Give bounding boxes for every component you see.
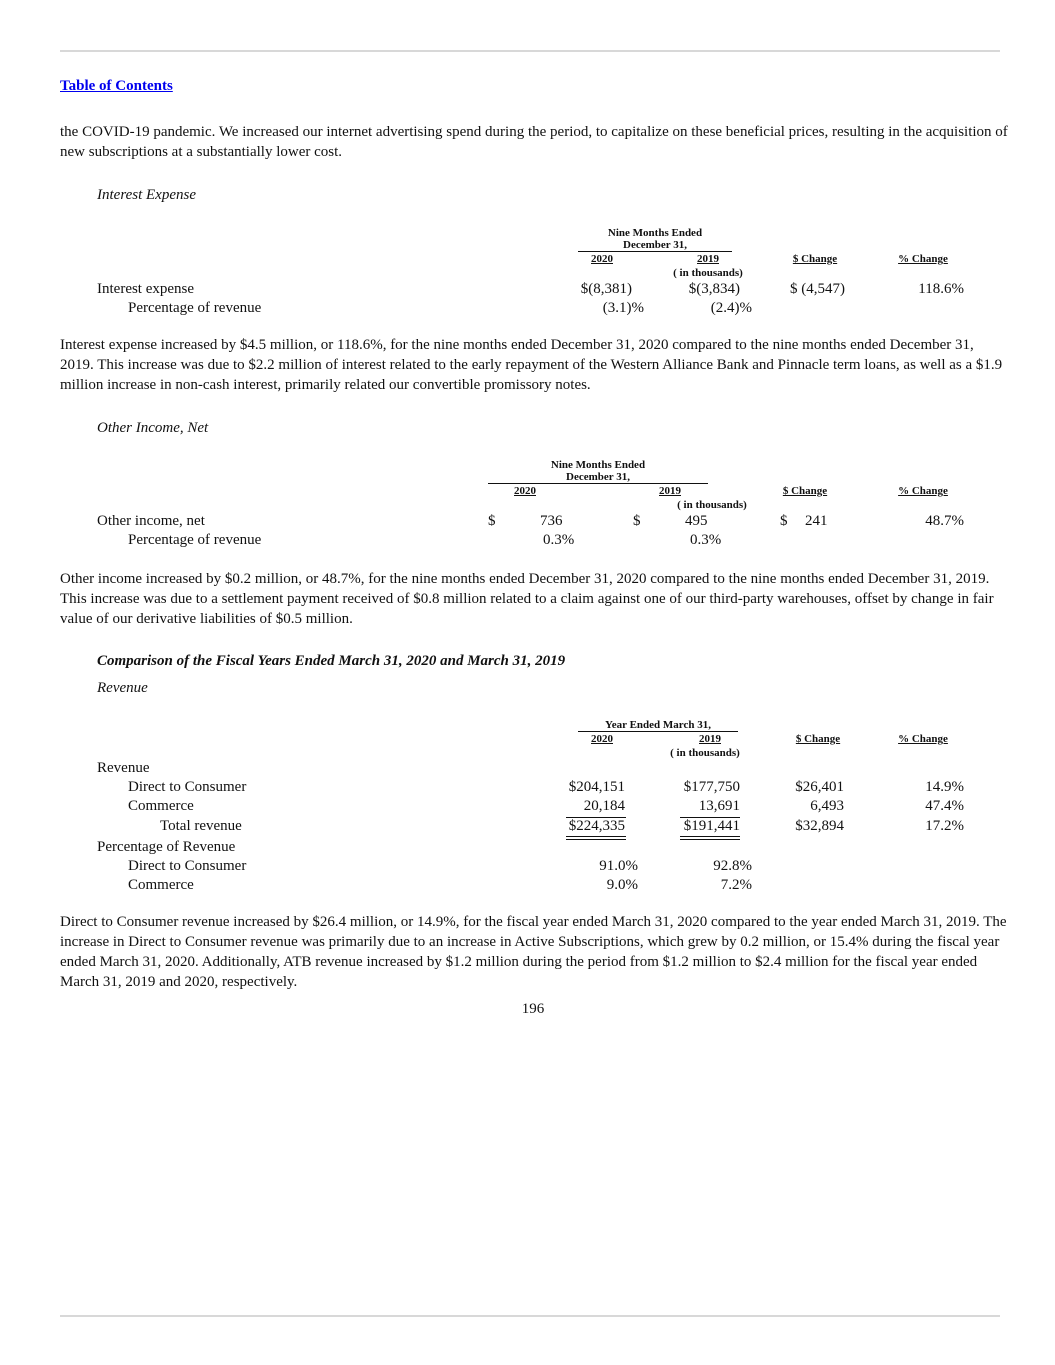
other-row1-2020: 736 [540,513,563,529]
other-period-label-2: December 31, [566,471,630,483]
interest-row1-2019: $(3,834) [688,281,740,297]
other-col-change: $ Change [782,485,828,497]
fiscal-dtc-change: $26,401 [795,779,844,795]
interest-col-change: $ Change [792,253,838,265]
fiscal-col-change: $ Change [795,733,841,745]
fiscal-dtc-2020: $204,151 [568,779,625,795]
fiscal-revenue-label: Revenue [97,760,150,776]
interest-row1-2020: $(8,381) [580,281,632,297]
interest-period-label-1: Nine Months Ended [607,227,703,239]
fiscal-col-2019: 2019 [699,733,721,745]
page-number: 196 [521,1001,545,1017]
other-col-2019: 2019 [659,485,681,497]
fiscal-units: ( in thousands) [670,747,740,759]
fiscal-dtc-pct: 14.9% [925,779,964,795]
other-row2-2020: 0.3% [543,532,575,548]
fiscal-total-pct: 17.2% [925,818,964,834]
top-divider [60,50,1000,52]
other-row1-label: Other income, net [97,513,205,529]
other-col-2020: 2020 [514,485,536,497]
fiscal-pct-dtc-label: Direct to Consumer [128,858,247,874]
fiscal-commerce-2019: 13,691 [698,798,740,814]
interest-expense-heading: Interest Expense [97,187,196,203]
fiscal-total-2019: $191,441 [683,818,740,834]
other-col-pct: % Change [898,485,948,497]
fiscal-revenue-heading: Revenue [97,680,148,696]
table-of-contents-link[interactable]: Table of Contents [60,78,173,94]
bottom-divider [60,1315,1000,1317]
other-row1-pct: 48.7% [925,513,964,529]
interest-row2-2019: (2.4)% [710,300,752,316]
fiscal-col-pct: % Change [898,733,948,745]
intro-paragraph: the COVID-19 pandemic. We increased our internet advertising spend during the period, to capitalize on these beneficial prices, resulting in the acquisition of new subscriptions at a substantially lower cost. [60,124,1008,160]
fiscal-period-underline [578,731,738,732]
fiscal-pct-commerce-label: Commerce [128,877,194,893]
fiscal-pct-dtc-2020: 91.0% [599,858,638,874]
other-row1-change: 241 [805,513,828,529]
interest-row1-pct: 118.6% [918,281,964,297]
interest-period-underline [578,251,732,252]
other-row1-2019: 495 [685,513,708,529]
other-row2-2019: 0.3% [690,532,722,548]
fiscal-period-label: Year Ended March 31, [605,719,711,731]
fiscal-dtc-2019: $177,750 [683,779,740,795]
interest-row1-change: $ (4,547) [790,281,845,297]
fiscal-commerce-change: 6,493 [810,798,844,814]
interest-units: ( in thousands) [673,267,743,279]
fiscal-total-label: Total revenue [160,818,242,834]
fiscal-pct-commerce-2019: 7.2% [720,877,752,893]
fiscal-pct-dtc-2019: 92.8% [713,858,752,874]
other-row1-2020-dollar: $ [488,513,496,529]
interest-period-label [578,227,732,251]
fiscal-total-change: $32,894 [795,818,844,834]
other-income-paragraph: Other income increased by $0.2 million, or 48.7%, for the nine months ended December 31, 2020 compared to the nine months ended December 31, 2019. This increase was due to a settlement payment received of $0.8 million related to a claim against one of our third-party warehouses, offset by change in fair value of our derivative liabilities of $0.5 million. [60,571,994,627]
interest-paragraph: Interest expense increased by $4.5 million, or 118.6%, for the nine months ended December 31, 2020 compared to the nine months ended December 31, 2019. This increase was due to $2.2 million of interest related to the early repayment of the Western Alliance Bank and Pinnacle term loans, as well as a $1.9 million increase in non-cash interest, primarily related our convertible promissory notes. [60,337,1003,393]
other-period-label-1: Nine Months Ended [550,459,646,471]
interest-row1-label: Interest expense [97,281,195,297]
fiscal-dtc-label: Direct to Consumer [128,779,247,795]
fiscal-pct-commerce-2020: 9.0% [606,877,638,893]
other-period-label [490,459,706,483]
interest-col-2020: 2020 [591,253,613,265]
fiscal-total-double-line-2019 [680,836,740,840]
fiscal-total-double-line-2020 [566,836,626,840]
other-row1-change-dollar: $ [780,513,788,529]
fiscal-total-2020: $224,335 [568,818,625,834]
fiscal-revenue-paragraph: Direct to Consumer revenue increased by $26.4 million, or 14.9%, for the fiscal year ended March 31, 2020 compared to the year ended March 31, 2019. The increase in Direct to Consumer revenue was primarily due to an increase in Active Subscriptions, which grew by 0.2 million, or 15.4% during the fiscal year ended March 31, 2020. Additionally, ATB revenue increased by $1.2 million during the period from $1.2 million to $2.4 million for the fiscal year ended March 31, 2019 and 2020, respectively. [60,914,1007,990]
other-units: ( in thousands) [677,499,747,511]
other-income-heading: Other Income, Net [97,420,209,436]
interest-row2-label: Percentage of revenue [128,300,262,316]
fiscal-pct-rev-label: Percentage of Revenue [97,839,236,855]
other-row2-label: Percentage of revenue [128,532,262,548]
interest-row2-2020: (3.1)% [602,300,644,316]
other-period-underline [488,483,708,484]
interest-period-label-2: December 31, [623,239,687,251]
fiscal-commerce-2020: 20,184 [583,798,625,814]
fiscal-comparison-title: Comparison of the Fiscal Years Ended March 31, 2020 and March 31, 2019 [97,653,566,669]
fiscal-col-2020: 2020 [591,733,613,745]
interest-col-2019: 2019 [697,253,719,265]
other-row1-2019-dollar: $ [633,513,641,529]
fiscal-commerce-label: Commerce [128,798,194,814]
interest-col-pct: % Change [898,253,948,265]
fiscal-commerce-pct: 47.4% [925,798,964,814]
